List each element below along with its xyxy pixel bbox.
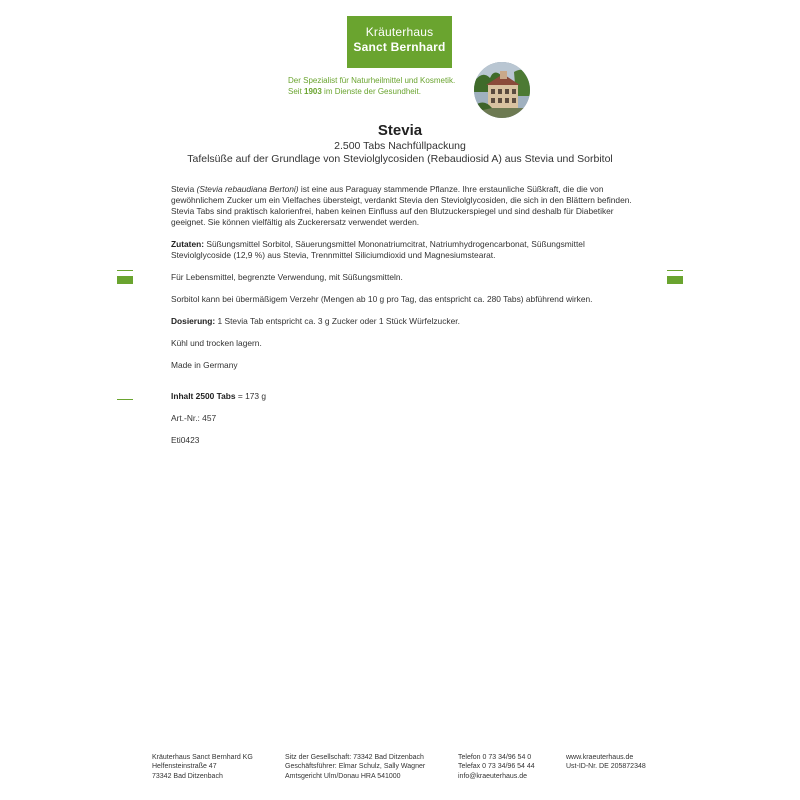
botanical-name: (Stevia rebaudiana Bertoni) [196,184,299,194]
footer-line: 73342 Bad Ditzenbach [152,772,223,780]
label-code: Eti0423 [171,435,200,445]
footer-phone: Telefon 0 73 34/96 54 0 [458,754,532,761]
product-description [171,184,641,457]
footer-col-company [152,753,253,781]
footer-vat-id: Ust-ID-Nr. DE 205872348 [566,763,646,771]
tagline-prefix: Seit [288,87,305,96]
tagline-year: 1903 [304,87,322,96]
footer-col-legal [285,753,425,781]
fold-mark-left-lower [117,399,133,400]
product-subtitle-2: Tafelsüße auf der Grundlage von Steviolglycosiden (Rebaudiosid A) aus Stevia und Sorbitol [187,153,613,165]
fold-mark-right [667,276,683,284]
dosage-text: 1 Stevia Tab entspricht ca. 3 g Zucker oder 1 Stück Würfelzucker. [215,316,460,326]
intro-word: Stevia [171,184,197,194]
intro-text: ist eine aus Paraguay stammende Pflanze. Ihre erstaunliche Süßkraft, die die von gewöhnlichem Zucker um ein Vielfaches übersteigt, verdankt Stevia den Steviolglycosiden, die sich in den Blättern befinden. Stevia Tabs sind praktisch kalorienfrei, haben keinen Einfluss auf den Blutzuckerspiegel und sind deshalb für Diabetiker geeignet. Sie können vielfältig als Zuckerersatz verwendet werden. [171,184,632,227]
footer-fax: Telefax 0 73 34/96 54 44 [458,763,535,771]
product-subtitle-1: 2.500 Tabs Nachfüllpackung [334,140,466,152]
footer-line: Sitz der Gesellschaft: 73342 Bad Ditzenbach [285,754,424,761]
intro-paragraph [171,184,641,228]
content-paragraph [171,391,641,402]
tagline-line-1: Der Spezialist für Naturheilmittel und Kosmetik. [288,76,456,85]
fold-mark-left [117,276,133,284]
building-photo-icon [474,62,530,118]
logo-line-1: Kräuterhaus [365,25,434,39]
origin-text: Made in Germany [171,360,238,370]
fold-mark-left-top [117,270,133,271]
footer-line: Geschäftsführer: Elmar Schulz, Sally Wagner [285,763,426,771]
footer-line: Amtsgericht Ulm/Donau HRA 541000 [285,772,401,780]
ingredients-label: Zutaten: [171,239,205,249]
footer-line: Kräuterhaus Sanct Bernhard KG [152,754,253,761]
tagline-line-2 [288,86,455,97]
content-text: = 173 g [235,391,267,401]
footer-email-link[interactable]: info@kraeuterhaus.de [458,772,527,780]
brand-logo [347,16,452,68]
warning-text: Sorbitol kann bei übermäßigem Verzehr (Mengen ab 10 g pro Tag, das entspricht ca. 280 Tabs) abführend wirken. [171,294,593,304]
footer-col-contact [458,753,535,781]
footer-line: Helfensteinstraße 47 [152,763,217,771]
dosage-paragraph [171,316,641,327]
footer-col-web [566,753,646,772]
usage-note: Für Lebensmittel, begrenzte Verwendung, mit Süßungsmitteln. [171,272,403,282]
article-number: Art.-Nr.: 457 [171,413,217,423]
content-label: Inhalt 2500 Tabs [171,391,236,401]
logo-line-2: Sanct Bernhard [353,40,446,54]
footer-website-link[interactable]: www.kraeuterhaus.de [566,754,634,761]
ingredients-text: Süßungsmittel Sorbitol, Säuerungsmittel Mononatriumcitrat, Natriumhydrogencarbonat, Süßungsmittel Steviolglycoside (12,9 %) aus Stevia, Trennmittel Siliciumdioxid und Magnesiumstearat. [171,239,585,260]
storage-text: Kühl und trocken lagern. [171,338,262,348]
product-header [0,122,800,166]
tagline-suffix: im Dienste der Gesundheit. [321,87,421,96]
dosage-label: Dosierung: [171,316,216,326]
tagline [288,75,455,97]
fold-mark-right-top [667,270,683,271]
ingredients-paragraph [171,239,641,261]
product-title: Stevia [377,122,423,139]
